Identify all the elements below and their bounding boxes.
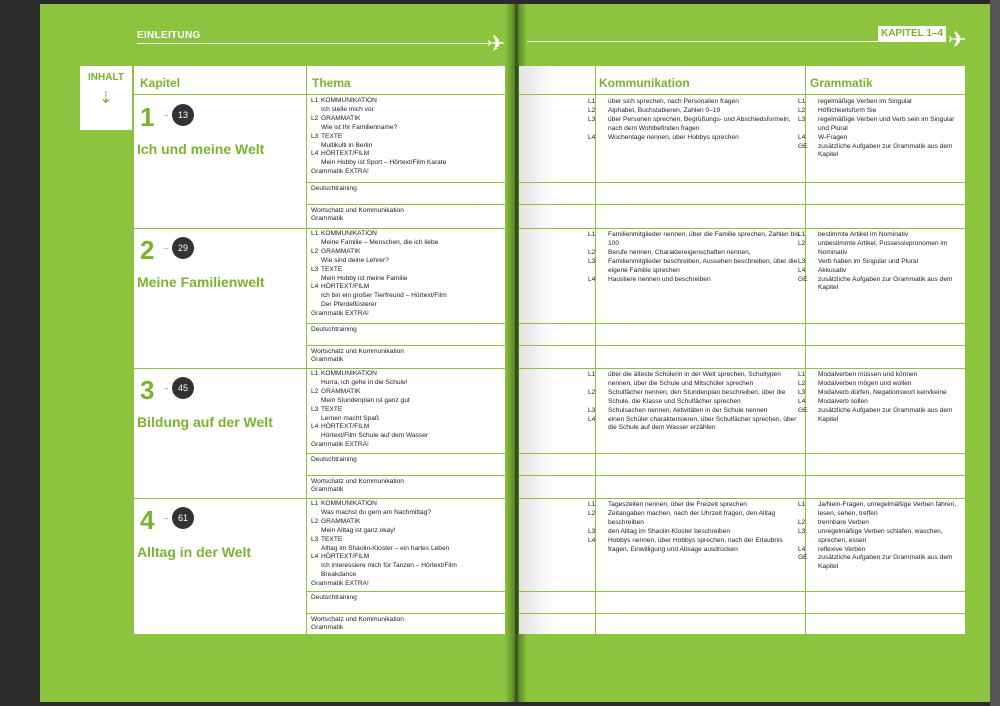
row-divider: [519, 345, 965, 346]
kommunikation-cell: [588, 231, 802, 284]
lesson-label: L4: [588, 133, 596, 141]
row-divider: [306, 591, 505, 592]
divider-blank-kommunikation: [595, 66, 596, 634]
thema-line: [311, 580, 503, 589]
thema-line: [311, 301, 503, 310]
chapter-separator: [519, 228, 965, 229]
grammatik-line: [798, 115, 958, 134]
lesson-label: L1: [588, 371, 596, 378]
grammatik-line: [798, 397, 958, 407]
lesson-label: L2: [588, 509, 596, 517]
grammatik-label: Grammatik: [311, 215, 344, 222]
grammatik-cell: [798, 371, 958, 424]
grammatik-line: [798, 388, 958, 398]
kommunikation-line: [588, 406, 802, 416]
lesson-label: L2: [798, 379, 806, 387]
thema-line: [311, 239, 503, 248]
thema-cell: [311, 230, 503, 319]
kommunikation-text: Hobbys nennen, über Hobbys sprechen, nach der Erlaubnis fragen, Einwilligung und Absage ausdrücken: [608, 536, 783, 553]
thema-line: [311, 115, 503, 124]
airplane-icon-left: ✈: [487, 31, 506, 56]
lesson-label: L4: [311, 423, 319, 431]
thema-text: TEXTE: [321, 265, 343, 273]
grammatik-text: zusätzliche Aufgaben zur Grammatik aus dem Kapitel: [818, 142, 953, 159]
thema-line: [311, 518, 503, 527]
chapter-page-badge: 29: [172, 237, 194, 259]
column-head-kommunikation: Kommunikation: [599, 76, 690, 90]
grammatik-line: [798, 257, 958, 267]
kommunikation-text: den Alltag im Shaolin-Kloster beschreiben: [608, 527, 731, 535]
arrow-right-icon: →: [161, 109, 170, 119]
lesson-label: L3: [588, 406, 596, 414]
thema-line: [311, 97, 503, 106]
lesson-label: L1: [588, 98, 596, 105]
kommunikation-text: Schulsachen nennen, Aktivitäten in der Schule nennen: [608, 406, 768, 414]
thema-line: [311, 133, 503, 142]
thema-line: [311, 310, 503, 319]
column-head-grammatik: Grammatik: [810, 76, 873, 90]
lesson-label: L2: [311, 387, 319, 395]
thema-text: Multikulti in Berlin: [321, 141, 373, 149]
grammatik-text: Akkusativ: [818, 266, 847, 274]
grammatik-line: [798, 545, 958, 555]
thema-text: GRAMMATIK: [321, 114, 361, 122]
thema-line: [311, 571, 503, 580]
thema-text: Grammatik EXTRA!: [311, 310, 369, 318]
thema-text: KOMMUNIKATION: [321, 370, 377, 377]
grammatik-text: Modalverb sollen: [818, 397, 868, 405]
thema-text: TEXTE: [321, 132, 343, 140]
arrow-down-icon: ⇣: [99, 90, 113, 107]
lesson-label: L1: [798, 501, 806, 508]
lesson-label: L3: [588, 527, 596, 535]
grammatik-line: [798, 527, 958, 546]
grammatik-text: reflexive Verben: [818, 545, 866, 553]
deutschtraining-label: Deutschtraining: [311, 185, 357, 192]
thema-text: TEXTE: [321, 535, 343, 543]
kommunikation-text: einen Schüler charakterisieren, über Schulfächer sprechen, über die Schule auf dem Wasser erzählen: [608, 415, 797, 432]
lesson-label: L3: [311, 535, 319, 543]
lesson-label: L4: [311, 553, 319, 561]
thema-text: Mein Hobby ist Sport – Hörtext/Film Karate: [321, 159, 447, 167]
thema-line: [311, 527, 503, 536]
grammatik-cell: [798, 501, 958, 572]
lesson-label: L1: [311, 97, 319, 104]
deutschtraining-label: Deutschtraining: [311, 456, 357, 463]
kommunikation-text: Zeitangaben machen, nach der Uhrzeit fragen, den Alltag beschreiben: [608, 509, 776, 526]
thema-line: [311, 553, 503, 562]
kommunikation-text: Wochentage nennen, über Hobbys sprechen: [608, 133, 739, 141]
kommunikation-text: Berufe nennen, Charaktereigenschaften nennen,: [608, 248, 751, 256]
row-divider: [519, 613, 965, 614]
lesson-label: L4: [588, 275, 596, 283]
chapter-number: 2: [140, 235, 155, 265]
grammatik-line: [798, 554, 958, 572]
lesson-label: L4: [311, 283, 319, 291]
arrow-right-icon: →: [161, 242, 170, 252]
lesson-label: L1: [588, 231, 596, 238]
grammatik-line: [798, 275, 958, 294]
lesson-label: L4: [588, 536, 596, 544]
wortschatz-label: Wortschatz und Kommunikation: [311, 478, 404, 485]
thema-cell: [311, 97, 503, 177]
lesson-label: L4: [798, 133, 806, 141]
chapter-page-badge: 61: [172, 507, 194, 529]
thema-text: GRAMMATIK: [321, 387, 361, 395]
row-divider: [306, 323, 505, 324]
lesson-label: L2: [588, 388, 596, 396]
chapter-title: Meine Familienwelt: [137, 274, 265, 290]
kommunikation-text: Haustiere nennen und beschreiben: [608, 275, 711, 283]
thema-line: [311, 150, 503, 159]
kommunikation-cell: [588, 371, 802, 433]
chapter-number: 1: [140, 102, 155, 132]
grammatik-text: trennbare Verben: [818, 518, 869, 526]
lesson-label: L4: [798, 397, 806, 405]
thema-line: [311, 230, 503, 239]
thema-line: [311, 536, 503, 545]
lesson-label: L4: [588, 415, 596, 423]
grammatik-line: [798, 501, 958, 519]
thema-line: [311, 406, 503, 415]
row-divider: [306, 204, 505, 205]
lesson-label: L2: [588, 106, 596, 114]
thema-text: Grammatik EXTRA!: [311, 580, 369, 588]
thema-line: [311, 257, 503, 266]
kommunikation-text: Schulfächer nennen, den Stundenplan beschreiben, über die Schule, die Klasse und Schulfächer sprechen: [608, 388, 786, 405]
thema-cell: [311, 370, 503, 450]
thema-text: HÖRTEXT/FILM: [321, 553, 370, 561]
lesson-label: L2: [311, 247, 319, 255]
row-divider: [306, 475, 505, 476]
lesson-label: L1: [311, 500, 319, 507]
lesson-label: L1: [798, 371, 806, 378]
header-divider-right: [519, 94, 965, 95]
kommunikation-text: Tageszeiten nennen, über die Freizeit sprechen: [608, 501, 747, 508]
kommunikation-line: [588, 106, 802, 116]
grammatik-cell: [798, 98, 958, 160]
thema-text: HÖRTEXT/FILM: [321, 283, 370, 291]
lesson-label: L2: [798, 106, 806, 114]
lesson-label: GE: [798, 142, 808, 150]
column-head-thema: Thema: [312, 76, 351, 90]
right-book-edge: [990, 0, 1000, 706]
row-divider: [519, 453, 965, 454]
arrow-right-icon: →: [161, 382, 170, 392]
column-head-kapitel: Kapitel: [140, 76, 181, 90]
lesson-label: L2: [798, 518, 806, 526]
inhalt-tab: [80, 66, 132, 130]
thema-text: Hurra, ich gehe in die Schule!: [321, 378, 408, 386]
lesson-label: L1: [588, 501, 596, 508]
kommunikation-line: [588, 231, 802, 249]
thema-text: Wie ist Ihr Familienname?: [321, 123, 398, 131]
lesson-label: L1: [798, 231, 806, 238]
inhalt-label: INHALT: [88, 72, 124, 83]
airplane-icon-right: ✈: [948, 27, 967, 52]
thema-line: [311, 124, 503, 133]
deutschtraining-label: Deutschtraining: [311, 326, 357, 333]
kommunikation-line: [588, 248, 802, 258]
grammatik-line: [798, 266, 958, 276]
kommunikation-line: [588, 257, 802, 276]
lesson-label: L3: [798, 115, 806, 123]
thema-line: [311, 283, 503, 292]
thema-text: Ich bin ein großer Tierfreund – Hörtext/Film: [321, 292, 447, 300]
thema-text: Grammatik EXTRA!: [311, 168, 369, 176]
row-divider: [519, 182, 965, 183]
thema-text: Ich stelle mich vor: [321, 105, 374, 113]
lesson-label: L2: [311, 114, 319, 122]
thema-line: [311, 562, 503, 571]
header-divider-left: [134, 94, 505, 95]
row-divider: [519, 323, 965, 324]
chapter-title: Alltag in der Welt: [137, 544, 252, 560]
thema-text: KOMMUNIKATION: [321, 230, 377, 237]
chapter-separator: [134, 228, 505, 229]
thema-text: Mein Alltag ist ganz okay!: [321, 526, 396, 534]
thema-line: [311, 432, 503, 441]
thema-text: Lernen macht Spaß: [321, 414, 379, 422]
grammatik-text: W-Fragen: [818, 133, 848, 141]
chapter-separator: [519, 368, 965, 369]
kommunikation-text: Familienmitglieder beschreiben, Aussehen beschreiben, über die eigene Familie sprechen: [608, 257, 798, 274]
thema-text: Mein Hobby ist meine Familie: [321, 274, 408, 282]
chapter-page-badge: 45: [172, 377, 194, 399]
grammatik-text: Verb haben im Singular und Plural: [818, 257, 919, 265]
thema-line: [311, 266, 503, 275]
thema-text: Alltag im Shaolin-Kloster – ein hartes Leben: [321, 544, 450, 552]
grammatik-line: [798, 231, 958, 240]
chapter-title: Ich und meine Welt: [137, 141, 265, 157]
grammatik-text: Modalverben müssen und können: [818, 371, 918, 378]
lesson-label: GE: [798, 275, 808, 283]
row-divider: [306, 182, 505, 183]
kommunikation-line: [588, 415, 802, 434]
kommunikation-text: über die älteste Schülerin in der Welt sprechen, Schultypen nennen, über die Schule und Mitschüler sprechen: [608, 371, 781, 387]
chapter-number: 3: [140, 375, 155, 405]
lesson-label: L3: [798, 527, 806, 535]
thema-line: [311, 168, 503, 177]
kommunikation-line: [588, 536, 802, 555]
kommunikation-cell: [588, 501, 802, 554]
header-left-label: EINLEITUNG: [137, 30, 201, 41]
row-divider: [306, 453, 505, 454]
grammatik-line: [798, 371, 958, 380]
kommunikation-line: [588, 115, 802, 134]
lesson-label: L4: [798, 545, 806, 553]
arrow-right-icon: →: [161, 512, 170, 522]
kommunikation-text: über sich sprechen, nach Personalien fragen: [608, 98, 739, 105]
chapter-page-badge: 13: [172, 104, 194, 126]
kommunikation-text: Alphabet, Buchstabieren, Zahlen 0–19: [608, 106, 721, 114]
thema-text: GRAMMATIK: [321, 517, 361, 525]
chapter-separator: [134, 498, 505, 499]
lesson-label: L4: [311, 150, 319, 158]
thema-line: [311, 388, 503, 397]
thema-line: [311, 248, 503, 257]
thema-text: TEXTE: [321, 405, 343, 413]
chapter-separator: [134, 368, 505, 369]
wortschatz-label: Wortschatz und Kommunikation: [311, 207, 404, 214]
grammatik-line: [798, 142, 958, 161]
kommunikation-line: [588, 133, 802, 143]
thema-text: Hörtext/Film Schule auf dem Wasser: [321, 432, 429, 440]
thema-text: Grammatik EXTRA!: [311, 441, 369, 449]
header-left-rule: [137, 43, 489, 44]
kommunikation-text: Familienmitglieder nennen, über die Familie sprechen, Zahlen bis 100: [608, 231, 799, 247]
thema-text: GRAMMATIK: [321, 247, 361, 255]
chapter-title: Bildung auf der Welt: [137, 414, 273, 430]
grammatik-line: [798, 518, 958, 528]
thema-text: Ich interessiere mich für Tanzen – Hörtext/Film: [321, 562, 457, 570]
chapter-separator: [519, 498, 965, 499]
kommunikation-line: [588, 501, 802, 510]
grammatik-text: Modalverben mögen und wollen: [818, 379, 912, 387]
kommunikation-line: [588, 527, 802, 537]
lesson-label: L2: [311, 517, 319, 525]
grammatik-line: [798, 98, 958, 107]
grammatik-text: zusätzliche Aufgaben zur Grammatik aus dem Kapitel: [818, 554, 953, 571]
thema-text: Wie sind deine Lehrer?: [321, 256, 389, 264]
lesson-label: L3: [798, 257, 806, 265]
grammatik-text: unbestimmte Artikel, Possessivpronomen im Nominativ: [818, 239, 948, 256]
wortschatz-label: Wortschatz und Kommunikation: [311, 348, 404, 355]
grammatik-text: unregelmäßige Verben schlafen, waschen, sprechen, essen: [818, 527, 943, 544]
header-right-rule: [527, 41, 878, 42]
grammatik-line: [798, 406, 958, 425]
thema-line: [311, 423, 503, 432]
thema-text: Breakdance: [321, 571, 357, 579]
grammatik-cell: [798, 231, 958, 293]
lesson-label: L3: [311, 405, 319, 413]
thema-text: KOMMUNIKATION: [321, 500, 377, 507]
thema-text: Der Pferdeflüsterer: [321, 301, 377, 309]
lesson-label: L3: [588, 257, 596, 265]
thema-line: [311, 379, 503, 388]
thema-line: [311, 370, 503, 379]
grammatik-text: Modalverb dürfen, Negationswort kein/keine: [818, 388, 947, 396]
grammatik-line: [798, 133, 958, 143]
row-divider: [519, 204, 965, 205]
thema-text: HÖRTEXT/FILM: [321, 150, 370, 158]
header-right-label: KAPITEL 1–4: [878, 26, 946, 42]
grammatik-text: zusätzliche Aufgaben zur Grammatik aus dem Kapitel: [818, 275, 953, 292]
thema-text: Meine Familie – Menschen, die ich liebe: [321, 238, 439, 246]
grammatik-text: regelmäßige Verben und Verb sein im Singular und Plural: [818, 115, 955, 132]
lesson-label: GE: [798, 554, 808, 562]
grammatik-label: Grammatik: [311, 624, 344, 631]
thema-line: [311, 397, 503, 406]
left-book-edge: [0, 0, 40, 706]
lesson-label: L3: [311, 132, 319, 140]
kommunikation-line: [588, 509, 802, 528]
thema-line: [311, 106, 503, 115]
row-divider: [306, 613, 505, 614]
thema-line: [311, 292, 503, 301]
lesson-label: L3: [311, 265, 319, 273]
thema-text: KOMMUNIKATION: [321, 97, 377, 104]
gutter-shadow: [515, 66, 555, 634]
kommunikation-line: [588, 98, 802, 107]
lesson-label: L2: [588, 248, 596, 256]
thema-text: HÖRTEXT/FILM: [321, 423, 370, 431]
grammatik-text: regelmäßige Verben im Singular: [818, 98, 913, 105]
thema-text: Was machst du gern am Nachmittag?: [321, 508, 432, 516]
wortschatz-label: Wortschatz und Kommunikation: [311, 616, 404, 623]
grammatik-text: Ja/Nein-Fragen, unregelmäßige Verben fahren, lesen, sehen, treffen: [818, 501, 957, 517]
kommunikation-line: [588, 275, 802, 285]
thema-line: [311, 500, 503, 509]
kommunikation-text: über Personen sprechen, Begrüßungs- und Abschiedsformeln, nach dem Wohlbefinden fragen: [608, 115, 791, 132]
lesson-label: L3: [798, 388, 806, 396]
lesson-label: GE: [798, 406, 808, 414]
chapter-number: 4: [140, 505, 155, 535]
thema-line: [311, 159, 503, 168]
grammatik-label: Grammatik: [311, 356, 344, 363]
lesson-label: L4: [798, 266, 806, 274]
deutschtraining-label: Deutschtraining: [311, 594, 357, 601]
grammatik-line: [798, 379, 958, 389]
lesson-label: L2: [798, 239, 806, 247]
grammatik-text: zusätzliche Aufgaben zur Grammatik aus dem Kapitel: [818, 406, 953, 423]
lesson-label: L1: [311, 230, 319, 237]
kommunikation-cell: [588, 98, 802, 143]
row-divider: [519, 475, 965, 476]
thema-cell: [311, 500, 503, 589]
row-divider: [306, 345, 505, 346]
row-divider: [519, 591, 965, 592]
thema-text: Mein Stundenplan ist ganz gut: [321, 396, 410, 404]
thema-line: [311, 441, 503, 450]
thema-line: [311, 509, 503, 518]
lesson-label: L3: [588, 115, 596, 123]
lesson-label: L1: [311, 370, 319, 377]
grammatik-line: [798, 239, 958, 258]
divider-kapitel-thema: [306, 66, 307, 634]
kommunikation-line: [588, 371, 802, 389]
grammatik-label: Grammatik: [311, 486, 344, 493]
grammatik-text: bestimmte Artikel im Nominativ: [818, 231, 909, 238]
lesson-label: L1: [798, 98, 806, 105]
grammatik-line: [798, 106, 958, 116]
grammatik-text: Höflichkeitsform Sie: [818, 106, 877, 114]
